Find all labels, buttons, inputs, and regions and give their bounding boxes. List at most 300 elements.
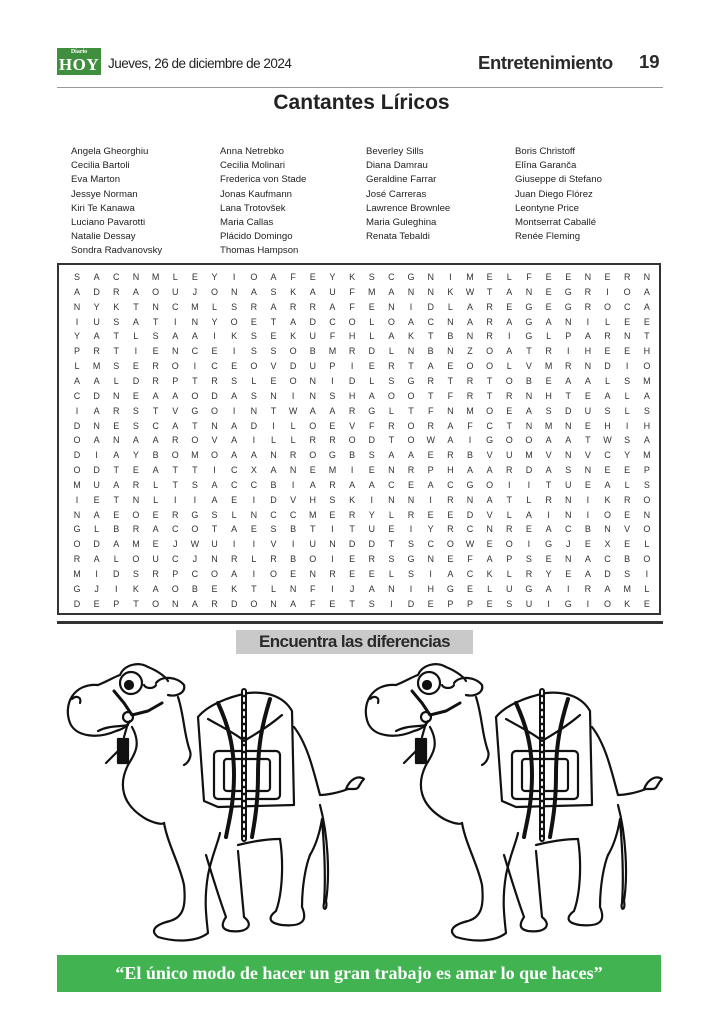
grid-letter[interactable]: I bbox=[331, 524, 334, 535]
grid-letter[interactable]: B bbox=[466, 450, 473, 461]
grid-letter[interactable]: S bbox=[604, 405, 611, 416]
grid-letter[interactable]: O bbox=[486, 346, 494, 357]
grid-letter[interactable]: O bbox=[407, 420, 415, 431]
grid-letter[interactable]: N bbox=[388, 494, 395, 505]
grid-letter[interactable]: E bbox=[290, 569, 297, 579]
grid-letter[interactable]: I bbox=[232, 405, 236, 416]
grid-letter[interactable]: E bbox=[584, 420, 591, 431]
grid-letter[interactable]: A bbox=[191, 598, 198, 609]
grid-letter[interactable]: C bbox=[329, 316, 336, 327]
grid-letter[interactable]: B bbox=[447, 331, 454, 342]
grid-letter[interactable]: E bbox=[132, 361, 139, 372]
grid-letter[interactable]: G bbox=[73, 583, 81, 594]
grid-letter[interactable]: D bbox=[93, 539, 100, 550]
grid-letter[interactable]: V bbox=[349, 420, 356, 431]
grid-letter[interactable]: C bbox=[604, 554, 611, 565]
grid-letter[interactable]: I bbox=[350, 465, 354, 476]
grid-letter[interactable]: D bbox=[348, 539, 356, 550]
grid-letter[interactable]: O bbox=[407, 390, 415, 401]
grid-letter[interactable]: P bbox=[427, 465, 434, 476]
grid-letter[interactable]: B bbox=[152, 450, 159, 461]
grid-letter[interactable]: O bbox=[525, 435, 533, 446]
grid-letter[interactable]: L bbox=[487, 583, 493, 594]
grid-letter[interactable]: E bbox=[349, 554, 356, 565]
grid-letter[interactable]: U bbox=[172, 286, 179, 297]
grid-letter[interactable]: S bbox=[250, 346, 257, 357]
grid-letter[interactable]: T bbox=[270, 405, 277, 416]
grid-letter[interactable]: R bbox=[466, 390, 474, 401]
grid-letter[interactable]: T bbox=[506, 420, 513, 431]
camel-illustration-right[interactable] bbox=[356, 655, 666, 945]
grid-letter[interactable]: M bbox=[466, 405, 474, 416]
grid-letter[interactable]: S bbox=[211, 509, 218, 520]
grid-letter[interactable]: A bbox=[211, 494, 218, 505]
grid-letter[interactable]: C bbox=[466, 524, 474, 535]
grid-letter[interactable]: U bbox=[309, 539, 317, 550]
grid-letter[interactable]: C bbox=[427, 316, 434, 327]
grid-letter[interactable]: A bbox=[113, 539, 120, 550]
grid-letter[interactable]: T bbox=[427, 390, 434, 401]
grid-letter[interactable]: R bbox=[486, 331, 493, 342]
grid-letter[interactable]: R bbox=[152, 569, 159, 579]
grid-letter[interactable]: I bbox=[586, 494, 590, 505]
grid-letter[interactable]: K bbox=[231, 583, 238, 594]
grid-letter[interactable]: L bbox=[212, 301, 218, 312]
grid-letter[interactable]: T bbox=[545, 479, 552, 490]
grid-letter[interactable]: B bbox=[191, 583, 198, 594]
grid-letter[interactable]: B bbox=[270, 479, 277, 490]
grid-letter[interactable]: M bbox=[132, 539, 140, 550]
grid-letter[interactable]: A bbox=[545, 583, 552, 594]
grid-letter[interactable]: A bbox=[349, 479, 356, 490]
grid-letter[interactable]: D bbox=[525, 465, 533, 476]
grid-letter[interactable]: E bbox=[132, 390, 139, 401]
grid-letter[interactable]: I bbox=[586, 509, 590, 520]
grid-letter[interactable]: I bbox=[252, 435, 256, 446]
grid-letter[interactable]: I bbox=[508, 479, 511, 490]
grid-letter[interactable]: F bbox=[310, 583, 316, 594]
grid-letter[interactable]: O bbox=[211, 450, 219, 461]
grid-letter[interactable]: I bbox=[645, 569, 649, 579]
grid-letter[interactable]: N bbox=[623, 331, 631, 342]
grid-letter[interactable]: I bbox=[350, 361, 354, 372]
grid-letter[interactable]: S bbox=[624, 375, 631, 386]
grid-letter[interactable]: M bbox=[466, 272, 474, 282]
grid-letter[interactable]: D bbox=[348, 375, 356, 386]
grid-letter[interactable]: T bbox=[113, 494, 120, 505]
grid-letter[interactable]: N bbox=[407, 494, 415, 505]
grid-letter[interactable]: A bbox=[486, 554, 493, 565]
grid-letter[interactable]: O bbox=[486, 479, 494, 490]
grid-letter[interactable]: A bbox=[584, 375, 591, 386]
grid-letter[interactable]: M bbox=[309, 509, 317, 520]
grid-letter[interactable]: S bbox=[643, 405, 650, 416]
grid-letter[interactable]: E bbox=[270, 331, 277, 342]
grid-letter[interactable]: R bbox=[250, 301, 258, 312]
grid-letter[interactable]: A bbox=[93, 509, 100, 520]
grid-letter[interactable]: T bbox=[270, 316, 277, 327]
grid-letter[interactable]: S bbox=[270, 286, 277, 297]
grid-letter[interactable]: N bbox=[93, 420, 100, 431]
grid-letter[interactable]: D bbox=[211, 390, 218, 401]
grid-letter[interactable]: O bbox=[152, 286, 160, 297]
grid-letter[interactable]: M bbox=[92, 361, 101, 372]
grid-letter[interactable]: M bbox=[191, 301, 199, 312]
grid-letter[interactable]: R bbox=[329, 569, 336, 579]
grid-letter[interactable]: O bbox=[211, 569, 219, 579]
grid-letter[interactable]: I bbox=[527, 479, 531, 490]
grid-letter[interactable]: J bbox=[94, 583, 99, 594]
grid-letter[interactable]: L bbox=[113, 375, 119, 386]
grid-letter[interactable]: N bbox=[329, 539, 336, 550]
grid-letter[interactable]: E bbox=[388, 524, 395, 535]
grid-letter[interactable]: R bbox=[447, 450, 454, 461]
grid-letter[interactable]: U bbox=[506, 583, 513, 594]
grid-letter[interactable]: R bbox=[270, 554, 277, 565]
grid-letter[interactable]: C bbox=[486, 420, 493, 431]
grid-letter[interactable]: R bbox=[565, 361, 572, 372]
grid-letter[interactable]: A bbox=[113, 450, 120, 461]
grid-letter[interactable]: I bbox=[566, 346, 570, 357]
grid-letter[interactable]: A bbox=[290, 598, 297, 609]
grid-letter[interactable]: E bbox=[408, 479, 415, 490]
grid-letter[interactable]: C bbox=[466, 569, 474, 579]
grid-letter[interactable]: A bbox=[506, 316, 513, 327]
grid-letter[interactable]: J bbox=[566, 539, 571, 550]
grid-letter[interactable]: E bbox=[250, 316, 257, 327]
grid-letter[interactable]: R bbox=[584, 286, 592, 297]
grid-letter[interactable]: S bbox=[388, 554, 395, 565]
grid-letter[interactable]: F bbox=[349, 286, 355, 297]
grid-letter[interactable]: R bbox=[113, 405, 120, 416]
grid-letter[interactable]: O bbox=[132, 509, 140, 520]
grid-letter[interactable]: R bbox=[93, 346, 100, 357]
grid-letter[interactable]: T bbox=[427, 331, 434, 342]
grid-letter[interactable]: U bbox=[309, 361, 317, 372]
grid-letter[interactable]: G bbox=[368, 405, 376, 416]
grid-letter[interactable]: A bbox=[525, 405, 532, 416]
grid-letter[interactable]: V bbox=[270, 361, 277, 372]
grid-letter[interactable]: T bbox=[408, 405, 414, 416]
grid-letter[interactable]: R bbox=[230, 554, 238, 565]
grid-letter[interactable]: F bbox=[467, 420, 473, 431]
grid-letter[interactable]: E bbox=[545, 554, 552, 565]
grid-letter[interactable]: D bbox=[93, 465, 100, 476]
grid-letter[interactable]: U bbox=[211, 539, 218, 550]
grid-letter[interactable]: A bbox=[408, 316, 415, 327]
grid-letter[interactable]: A bbox=[152, 524, 159, 535]
grid-letter[interactable]: N bbox=[309, 569, 317, 579]
grid-letter[interactable]: A bbox=[643, 286, 650, 297]
grid-letter[interactable]: T bbox=[133, 301, 139, 312]
grid-letter[interactable]: A bbox=[545, 316, 552, 327]
grid-letter[interactable]: O bbox=[230, 316, 238, 327]
grid-letter[interactable]: A bbox=[93, 435, 100, 446]
grid-letter[interactable]: I bbox=[95, 450, 98, 461]
grid-letter[interactable]: O bbox=[269, 569, 277, 579]
grid-letter[interactable]: S bbox=[191, 479, 198, 490]
grid-letter[interactable]: R bbox=[348, 346, 356, 357]
grid-letter[interactable]: D bbox=[230, 598, 238, 609]
grid-letter[interactable]: D bbox=[427, 301, 434, 312]
grid-letter[interactable]: A bbox=[172, 331, 179, 342]
grid-letter[interactable]: C bbox=[152, 420, 159, 431]
grid-letter[interactable]: L bbox=[388, 405, 394, 416]
grid-letter[interactable]: Z bbox=[467, 346, 473, 357]
grid-letter[interactable]: N bbox=[427, 286, 434, 297]
grid-letter[interactable]: L bbox=[605, 375, 611, 386]
grid-letter[interactable]: C bbox=[230, 479, 238, 490]
grid-letter[interactable]: Y bbox=[368, 509, 375, 520]
grid-letter[interactable]: I bbox=[252, 539, 256, 550]
grid-letter[interactable]: I bbox=[291, 539, 295, 550]
grid-letter[interactable]: C bbox=[427, 539, 434, 550]
grid-letter[interactable]: A bbox=[211, 479, 218, 490]
grid-letter[interactable]: N bbox=[270, 598, 277, 609]
grid-letter[interactable]: Y bbox=[329, 272, 336, 282]
grid-letter[interactable]: U bbox=[309, 331, 317, 342]
grid-letter[interactable]: S bbox=[231, 301, 238, 312]
grid-letter[interactable]: T bbox=[113, 331, 120, 342]
grid-letter[interactable]: E bbox=[604, 272, 611, 282]
grid-letter[interactable]: S bbox=[113, 361, 120, 372]
grid-letter[interactable]: I bbox=[213, 465, 216, 476]
grid-letter[interactable]: D bbox=[604, 361, 611, 372]
grid-letter[interactable]: A bbox=[172, 420, 179, 431]
grid-letter[interactable]: P bbox=[447, 598, 454, 609]
grid-letter[interactable]: G bbox=[328, 450, 336, 461]
grid-letter[interactable]: A bbox=[231, 524, 238, 535]
grid-letter[interactable]: E bbox=[486, 272, 493, 282]
grid-letter[interactable]: O bbox=[250, 598, 258, 609]
grid-letter[interactable]: I bbox=[173, 494, 177, 505]
grid-letter[interactable]: I bbox=[193, 494, 197, 505]
grid-letter[interactable]: A bbox=[231, 435, 238, 446]
grid-letter[interactable]: O bbox=[191, 524, 199, 535]
grid-letter[interactable]: A bbox=[309, 405, 316, 416]
grid-letter[interactable]: O bbox=[604, 509, 612, 520]
grid-letter[interactable]: A bbox=[604, 583, 611, 594]
grid-letter[interactable]: F bbox=[329, 331, 336, 342]
grid-letter[interactable]: O bbox=[250, 272, 258, 282]
grid-letter[interactable]: R bbox=[348, 509, 356, 520]
grid-letter[interactable]: N bbox=[113, 390, 120, 401]
grid-letter[interactable]: L bbox=[251, 554, 257, 565]
grid-letter[interactable]: A bbox=[643, 435, 650, 446]
grid-letter[interactable]: R bbox=[506, 465, 513, 476]
grid-letter[interactable]: C bbox=[172, 301, 179, 312]
grid-letter[interactable]: I bbox=[75, 405, 79, 416]
grid-letter[interactable]: M bbox=[191, 450, 199, 461]
grid-letter[interactable]: Y bbox=[132, 450, 139, 461]
grid-letter[interactable]: T bbox=[565, 390, 571, 401]
grid-letter[interactable]: N bbox=[407, 286, 415, 297]
grid-letter[interactable]: O bbox=[604, 598, 612, 609]
grid-letter[interactable]: I bbox=[370, 494, 373, 505]
grid-letter[interactable]: I bbox=[390, 598, 393, 609]
grid-letter[interactable]: M bbox=[544, 361, 553, 372]
grid-letter[interactable]: R bbox=[368, 554, 375, 565]
grid-letter[interactable]: E bbox=[349, 569, 356, 579]
grid-letter[interactable]: G bbox=[564, 301, 572, 312]
grid-letter[interactable]: T bbox=[211, 524, 218, 535]
grid-letter[interactable]: O bbox=[505, 435, 513, 446]
grid-letter[interactable]: I bbox=[409, 524, 413, 535]
grid-letter[interactable]: E bbox=[427, 450, 434, 461]
grid-letter[interactable]: O bbox=[211, 286, 219, 297]
grid-letter[interactable]: M bbox=[73, 569, 81, 579]
grid-letter[interactable]: G bbox=[545, 539, 553, 550]
grid-letter[interactable]: O bbox=[643, 524, 651, 535]
grid-letter[interactable]: A bbox=[152, 390, 159, 401]
grid-letter[interactable]: C bbox=[73, 390, 81, 401]
grid-letter[interactable]: E bbox=[113, 509, 120, 520]
grid-letter[interactable]: E bbox=[132, 465, 139, 476]
grid-letter[interactable]: S bbox=[368, 450, 375, 461]
grid-letter[interactable]: N bbox=[191, 316, 199, 327]
grid-letter[interactable]: P bbox=[172, 375, 179, 386]
camel-illustration-left[interactable] bbox=[58, 655, 368, 945]
grid-letter[interactable]: O bbox=[171, 361, 179, 372]
grid-letter[interactable]: D bbox=[289, 361, 297, 372]
grid-letter[interactable]: N bbox=[525, 286, 533, 297]
grid-letter[interactable]: V bbox=[172, 405, 179, 416]
grid-letter[interactable]: E bbox=[565, 569, 572, 579]
grid-letter[interactable]: A bbox=[447, 569, 454, 579]
grid-letter[interactable]: D bbox=[407, 598, 415, 609]
grid-letter[interactable]: D bbox=[309, 316, 317, 327]
grid-letter[interactable]: G bbox=[564, 286, 572, 297]
grid-letter[interactable]: L bbox=[506, 272, 512, 282]
grid-letter[interactable]: O bbox=[446, 539, 454, 550]
grid-letter[interactable]: A bbox=[73, 286, 80, 297]
grid-letter[interactable]: N bbox=[289, 465, 297, 476]
grid-letter[interactable]: N bbox=[132, 272, 140, 282]
grid-letter[interactable]: E bbox=[231, 361, 238, 372]
grid-letter[interactable]: R bbox=[309, 435, 317, 446]
grid-letter[interactable]: C bbox=[172, 554, 179, 565]
grid-letter[interactable]: E bbox=[250, 524, 257, 535]
grid-letter[interactable]: O bbox=[73, 465, 81, 476]
grid-letter[interactable]: S bbox=[408, 569, 415, 579]
grid-letter[interactable]: T bbox=[192, 375, 198, 386]
grid-letter[interactable]: N bbox=[250, 509, 258, 520]
grid-letter[interactable]: U bbox=[93, 479, 100, 490]
grid-letter[interactable]: D bbox=[604, 569, 611, 579]
grid-letter[interactable]: M bbox=[643, 450, 651, 461]
grid-letter[interactable]: R bbox=[211, 598, 218, 609]
grid-letter[interactable]: I bbox=[508, 331, 511, 342]
grid-letter[interactable]: R bbox=[388, 420, 395, 431]
grid-letter[interactable]: R bbox=[132, 524, 140, 535]
grid-letter[interactable]: I bbox=[586, 598, 590, 609]
grid-letter[interactable]: L bbox=[231, 509, 237, 520]
grid-letter[interactable]: N bbox=[486, 524, 493, 535]
grid-letter[interactable]: C bbox=[250, 479, 258, 490]
grid-letter[interactable]: L bbox=[506, 361, 512, 372]
grid-letter[interactable]: N bbox=[525, 420, 533, 431]
grid-letter[interactable]: A bbox=[231, 420, 238, 431]
grid-letter[interactable]: A bbox=[486, 465, 493, 476]
grid-letter[interactable]: S bbox=[388, 375, 395, 386]
grid-letter[interactable]: A bbox=[388, 286, 395, 297]
grid-letter[interactable]: O bbox=[211, 405, 219, 416]
grid-letter[interactable]: E bbox=[447, 361, 454, 372]
grid-letter[interactable]: R bbox=[486, 301, 493, 312]
grid-letter[interactable]: D bbox=[368, 539, 375, 550]
grid-letter[interactable]: N bbox=[73, 509, 81, 520]
grid-letter[interactable]: R bbox=[506, 524, 513, 535]
grid-letter[interactable]: G bbox=[525, 316, 533, 327]
grid-letter[interactable]: L bbox=[133, 331, 139, 342]
grid-letter[interactable]: S bbox=[231, 375, 238, 386]
grid-letter[interactable]: A bbox=[152, 435, 159, 446]
grid-letter[interactable]: Y bbox=[427, 524, 434, 535]
grid-letter[interactable]: S bbox=[565, 465, 572, 476]
grid-letter[interactable]: R bbox=[427, 375, 434, 386]
grid-letter[interactable]: N bbox=[565, 494, 572, 505]
grid-letter[interactable]: I bbox=[134, 346, 138, 357]
grid-letter[interactable]: W bbox=[465, 286, 475, 297]
grid-letter[interactable]: R bbox=[525, 569, 533, 579]
grid-letter[interactable]: U bbox=[93, 316, 100, 327]
grid-letter[interactable]: T bbox=[447, 375, 454, 386]
grid-letter[interactable]: E bbox=[93, 598, 100, 609]
grid-letter[interactable]: I bbox=[331, 554, 334, 565]
grid-letter[interactable]: Y bbox=[211, 316, 218, 327]
grid-letter[interactable]: W bbox=[426, 435, 435, 446]
grid-letter[interactable]: L bbox=[506, 509, 512, 520]
grid-letter[interactable]: E bbox=[309, 272, 316, 282]
grid-letter[interactable]: N bbox=[388, 465, 395, 476]
grid-letter[interactable]: A bbox=[290, 316, 297, 327]
grid-letter[interactable]: W bbox=[603, 435, 612, 446]
grid-letter[interactable]: E bbox=[624, 539, 631, 550]
grid-letter[interactable]: R bbox=[447, 524, 454, 535]
grid-letter[interactable]: C bbox=[211, 361, 218, 372]
grid-letter[interactable]: F bbox=[526, 272, 532, 282]
grid-letter[interactable]: T bbox=[349, 524, 355, 535]
grid-letter[interactable]: H bbox=[643, 420, 651, 431]
grid-letter[interactable]: F bbox=[310, 598, 316, 609]
grid-letter[interactable]: T bbox=[152, 405, 159, 416]
grid-letter[interactable]: U bbox=[584, 405, 592, 416]
grid-letter[interactable]: T bbox=[486, 390, 493, 401]
grid-letter[interactable]: L bbox=[74, 361, 80, 372]
grid-letter[interactable]: S bbox=[329, 494, 336, 505]
grid-letter[interactable]: D bbox=[368, 435, 375, 446]
grid-letter[interactable]: R bbox=[289, 301, 297, 312]
grid-letter[interactable]: H bbox=[427, 583, 434, 594]
grid-letter[interactable]: O bbox=[191, 435, 199, 446]
grid-letter[interactable]: E bbox=[624, 316, 631, 327]
grid-letter[interactable]: A bbox=[309, 479, 316, 490]
grid-letter[interactable]: R bbox=[623, 494, 631, 505]
grid-letter[interactable]: O bbox=[505, 539, 513, 550]
grid-letter[interactable]: D bbox=[368, 346, 375, 357]
grid-letter[interactable]: A bbox=[329, 405, 336, 416]
grid-letter[interactable]: N bbox=[565, 450, 572, 461]
grid-letter[interactable]: O bbox=[407, 435, 415, 446]
grid-letter[interactable]: E bbox=[584, 479, 591, 490]
grid-letter[interactable]: R bbox=[329, 479, 336, 490]
grid-letter[interactable]: P bbox=[565, 331, 572, 342]
grid-letter[interactable]: L bbox=[369, 331, 375, 342]
grid-letter[interactable]: I bbox=[291, 479, 295, 490]
grid-letter[interactable]: A bbox=[604, 479, 611, 490]
grid-letter[interactable]: N bbox=[388, 301, 395, 312]
grid-letter[interactable]: E bbox=[624, 509, 631, 520]
